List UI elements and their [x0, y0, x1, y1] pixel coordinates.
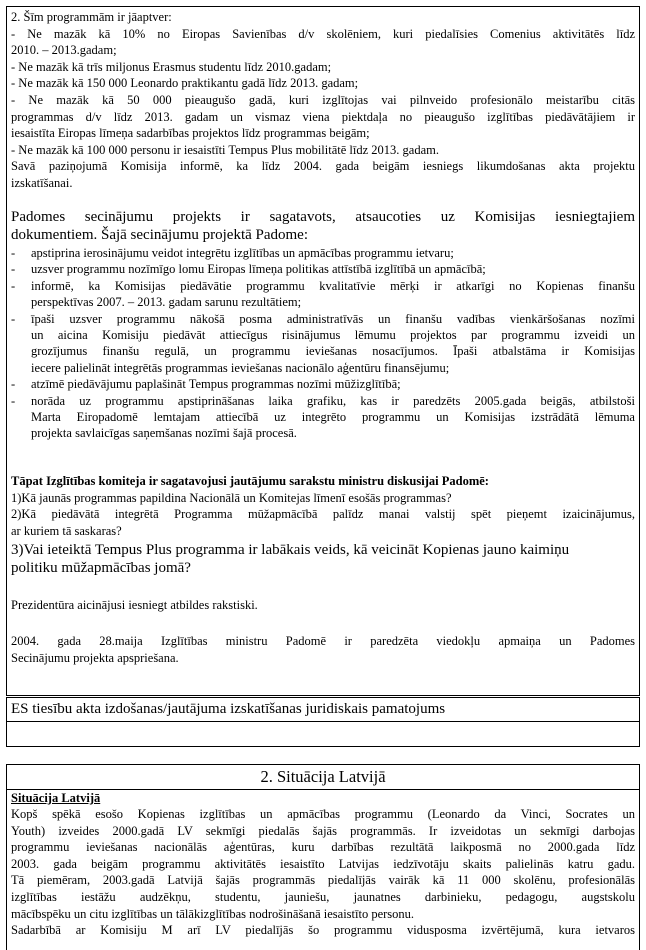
question-2-continued: ar kuriem tā saskaras? [11, 523, 122, 538]
latvia-paragraph-line: Youth) izveides 2000.gadā LV sekmīgi piedalās šajās programmās. Ir izveidotas un sekmīgi darbojas [11, 823, 635, 838]
question-3-continued: politiku mūžapmācības jomā? [11, 560, 191, 576]
dash-bullet: - [11, 311, 16, 326]
intro-line: - Ne mazāk kā trīs miljonus Erasmus studentu līdz 2010.gadam; [11, 59, 332, 74]
latvia-paragraph-line: programmu ieviešanas nacionālās aģentūras, kuru darbības rezultātā laikposmā no 2000.gada līdz [11, 840, 635, 855]
presidency-note: Prezidentūra aicinājusi iesniegt atbildes rakstiski. [11, 598, 258, 612]
council-list-item: - atzīmē piedāvājumu paplašināt Tempus programmas nozīmi mūžizglītībā; [11, 377, 401, 392]
question-2: 2)Kā piedāvātā integrētā Programma mūžapmācībā palīdz manai valstij spēt pieņemt izaicinājumus, [11, 507, 635, 522]
council-list-item: - norāda uz programmu apstiprināšanas laika grafiku, kas ir paredzēts 2005.gada beigās, atbilstoši Marta Eiropadomē lemtajam attiecībā uz integrēto programmu un Komisijas izstrādātā lēmuma projekta savlaicīgas saņemšanas nozīmi šajā procesā. [11, 393, 635, 441]
dash-bullet: - [11, 377, 16, 392]
council-list-item: - īpaši uzsver programmu nākošā posma administratīvās un finanšu vadības vienkāršošanas nozīmi un aicina Komisiju piedāvāt attiecīgus risinājumus lēmumu projektos par programmu izveidi un grozījumus finanšu regulā, un programmu ieviešanas nosacījumos. Īpaši atbalstāma ir Komisijas iecere palielināt integrētās programmas ieviešanas nacionālo aģentūru finansējumu; [11, 311, 635, 375]
latvia-paragraph-line: Tā piemēram, 2003.gadā Latvijā šajās programmās piedalījās vairāk kā 11 000 skolēnu, profesionālās [11, 873, 635, 888]
intro-line: izskatīšanai. [11, 176, 73, 190]
intro-line: 2. Šīm programmām ir jāaptver: [11, 10, 172, 24]
intro-line: - Ne mazāk kā 10% no Eiropas Savienības d/v skolēniem, kuri piedalīsies Comenius aktivitātēs līdz [11, 26, 635, 41]
intro-line: 2010. – 2013.gadam; [11, 43, 117, 58]
council-paragraph-line: Padomes secinājumu projekts ir sagatavots, atsaucoties uz Komisijas iesniegtajiem [11, 209, 635, 225]
legal-basis-title: ES tiesību akta izdošanas/jautājuma izskatīšanas juridiskais pamatojums [11, 701, 446, 717]
latvia-paragraph-line: izglītības iestāžu audzēkņu, studentu, jauniešu, jaunatnes darbinieku, pedagogu, augstskolu [11, 890, 635, 904]
section-subtitle: Situācija Latvijā [11, 791, 101, 805]
dash-bullet: - [11, 393, 16, 408]
may-meeting-line: 2004. gada 28.maija Izglītības ministru Padomē ir paredzēta viedokļu apmaiņa un Padomes [11, 634, 635, 648]
eu-programmes-section [6, 6, 640, 696]
intro-line: - Ne mazāk kā 100 000 personu ir iesaistīti Tempus Plus mobilitātē līdz 2013. gadam. [11, 142, 439, 157]
latvia-paragraph-line: 2003. gada beigām programmu aktivitātēs iesaistīto Latvijas iedzīvotāju skaits palielinās katru gadu. [11, 856, 635, 871]
may-meeting-line: Secinājumu projekta apspriešana. [11, 650, 179, 665]
intro-line: iesaistīta Eiropas līmeņa sadarbības projektos līdz programmas beigām; [11, 126, 370, 141]
legal-basis-empty-row [7, 721, 639, 722]
question-1: 1)Kā jaunās programmas papildina Nacionālā un Komitejas līmenī esošās programmas? [11, 490, 452, 505]
committee-heading: Tāpat Izglītības komiteja ir sagatavojusi jautājumu sarakstu ministru diskusijai Padomē: [11, 474, 489, 488]
legal-basis-section [6, 697, 640, 747]
dash-bullet: - [11, 246, 16, 260]
latvia-paragraph-line: Sadarbībā ar Komisiju M arī LV piedalījās šo programmu vidusposma izvērtējumā, kura ietvaros [11, 923, 635, 938]
question-3: 3)Vai ieteiktā Tempus Plus programma ir labākais veids, kā veicināt Kopienas jauno kaimiņu [11, 542, 570, 558]
council-paragraph-line: dokumentiem. Šajā secinājumu projektā Padome: [11, 227, 309, 243]
council-list-item: - uzsver programmu nozīmīgo lomu Eiropas līmeņa politikas attīstībā izglītībā un apmācībā; [11, 262, 486, 277]
council-list-item: - informē, ka Komisijas piedāvātie programmu kvalitatīvie mērķi ir atkarīgi no Kopienas finanšu perspektīvas 2007. – 2013. gadam sarunu rezultātiem; [11, 278, 635, 310]
latvia-paragraph-line: Kopš spēkā esošo Kopienas izglītības un apmācības programmu (Leonardo da Vinci, Socrates un [11, 807, 635, 821]
section-title: 2. Situācija Latvijā [7, 765, 639, 790]
latvia-situation-section [6, 764, 640, 950]
dash-bullet: - [11, 278, 16, 293]
intro-line: - Ne mazāk kā 150 000 Leonardo praktikantu gadā līdz 2013. gadam; [11, 76, 359, 91]
latvia-paragraph-line: mācībspēku un citu izglītības un tālākizglītības nodrošināšanā iesaistīto personu. [11, 906, 415, 921]
intro-line: Savā paziņojumā Komisija informē, ka līdz 2004. gada beigām iesniegs likumdošanas akta projektu [11, 159, 635, 174]
dash-bullet: - [11, 262, 16, 277]
intro-line: programmas d/v līdz 2013. gadam un vismaz viena piektdaļa no pieaugušo izglītības piedāvātājiem ir [11, 109, 635, 124]
council-list-item: - apstiprina ierosinājumu veidot integrētu izglītības un apmācības programmu ietvaru; [11, 246, 454, 260]
intro-line: - Ne mazāk kā 50 000 pieaugušo gadā, kuri izglītojas vai pilnveido profesionālo meistarību citās [11, 93, 635, 107]
